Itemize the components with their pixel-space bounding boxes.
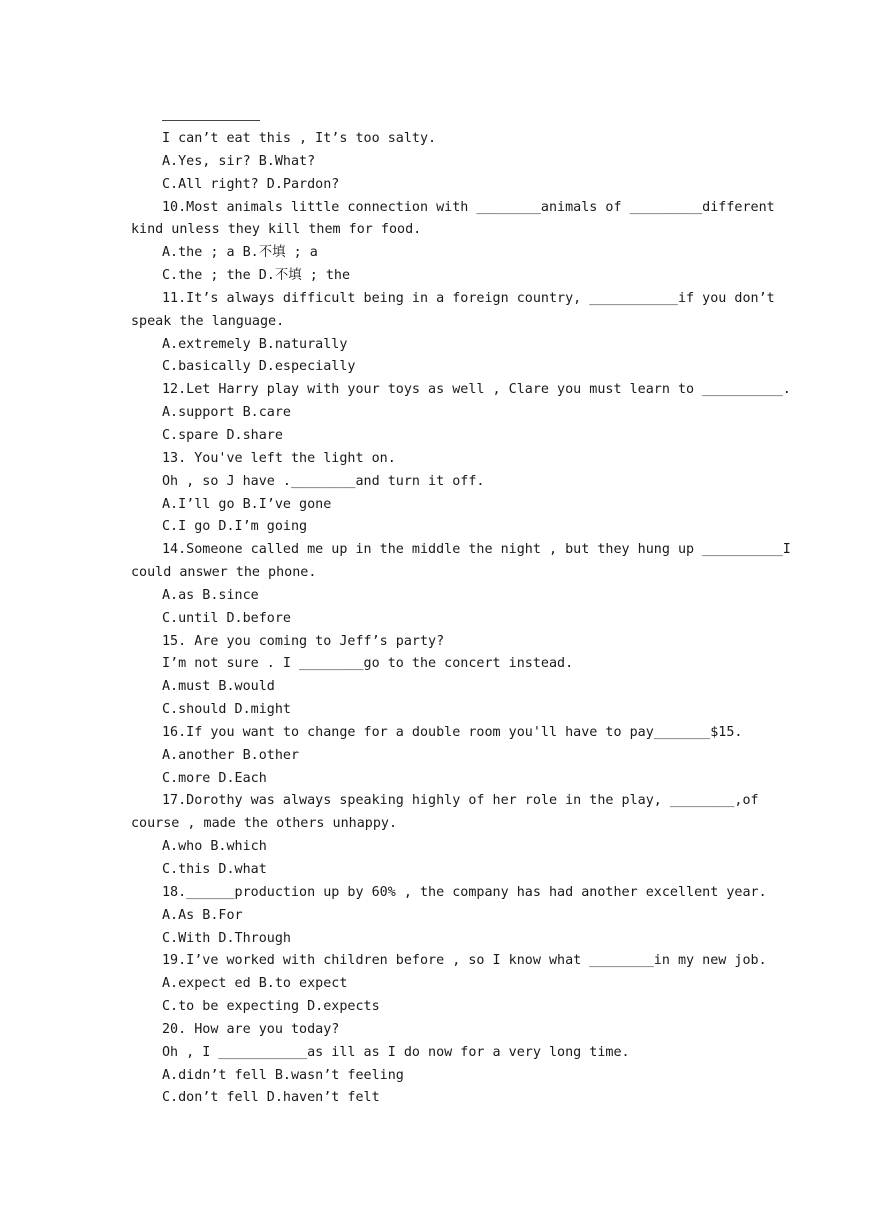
answer-option: A.didn’t fell B.wasn’t feeling bbox=[162, 1067, 404, 1083]
answer-option: C.spare D.share bbox=[162, 427, 283, 443]
answer-option: A.As B.For bbox=[162, 907, 243, 923]
question-11-stem: 11.It’s always difficult being in a foreign country, ___________if you don’t bbox=[162, 290, 775, 306]
question-19-stem: 19.I’ve worked with children before , so I know what ________in my new job. bbox=[162, 953, 767, 969]
answer-option: A.extremely B.naturally bbox=[162, 336, 348, 352]
answer-option: A.Yes, sir? B.What? bbox=[162, 153, 316, 169]
question-10-stem: 10.Most animals little connection with ________animals of _________different bbox=[162, 199, 775, 215]
question-11-continuation: speak the language. bbox=[131, 313, 285, 329]
question-20-stem: 20. How are you today? bbox=[162, 1021, 340, 1037]
answer-option: C.more D.Each bbox=[162, 770, 267, 786]
question-18-stem: 18.______production up by 60% , the company has had another excellent year. bbox=[162, 884, 767, 900]
answer-blank-line bbox=[162, 120, 260, 121]
answer-option: C.With D.Through bbox=[162, 930, 291, 946]
answer-option: C.I go D.I’m going bbox=[162, 519, 308, 535]
question-list bbox=[131, 128, 791, 1110]
question-14-continuation: could answer the phone. bbox=[131, 565, 317, 581]
question-12-stem: 12.Let Harry play with your toys as well , Clare you must learn to __________. bbox=[162, 382, 791, 398]
question-17-continuation: course , made the others unhappy. bbox=[131, 816, 398, 832]
question-13-stem: 13. You've left the light on. bbox=[162, 450, 396, 466]
answer-option: A.support B.care bbox=[162, 405, 291, 421]
answer-option: C.basically D.especially bbox=[162, 359, 356, 375]
answer-option: A.who B.which bbox=[162, 839, 267, 855]
dialogue-line: I can’t eat this , It’s too salty. bbox=[162, 131, 437, 146]
answer-option: A.I’ll go B.I’ve gone bbox=[162, 496, 332, 512]
answer-option: C.the ; the D.不填 ; the bbox=[162, 268, 351, 284]
answer-option: A.as B.since bbox=[162, 587, 259, 603]
question-17-stem: 17.Dorothy was always speaking highly of her role in the play, ________,of bbox=[162, 793, 759, 809]
question-15-stem: 15. Are you coming to Jeff’s party? bbox=[162, 633, 445, 649]
answer-option: C.don’t fell D.haven’t felt bbox=[162, 1090, 380, 1106]
dialogue-line: I’m not sure . I ________go to the concert instead. bbox=[162, 656, 574, 672]
question-14-stem: 14.Someone called me up in the middle the night , but they hung up __________I bbox=[162, 542, 791, 558]
answer-option: A.must B.would bbox=[162, 679, 275, 695]
answer-option: A.expect ed B.to expect bbox=[162, 976, 348, 992]
answer-option: A.another B.other bbox=[162, 747, 300, 763]
question-16-stem: 16.If you want to change for a double room you'll have to pay_______$15. bbox=[162, 724, 743, 740]
answer-option: C.All right? D.Pardon? bbox=[162, 176, 340, 192]
answer-option: C.to be expecting D.expects bbox=[162, 999, 380, 1015]
answer-option: C.this D.what bbox=[162, 862, 267, 877]
dialogue-line: Oh , so J have .________and turn it off. bbox=[162, 473, 485, 489]
answer-option: C.until D.before bbox=[162, 610, 291, 626]
question-10-continuation: kind unless they kill them for food. bbox=[131, 222, 422, 238]
dialogue-line: Oh , I ___________as ill as I do now for a very long time. bbox=[162, 1044, 630, 1060]
answer-option: A.the ; a B.不填 ; a bbox=[162, 245, 318, 261]
answer-option: C.should D.might bbox=[162, 702, 291, 718]
